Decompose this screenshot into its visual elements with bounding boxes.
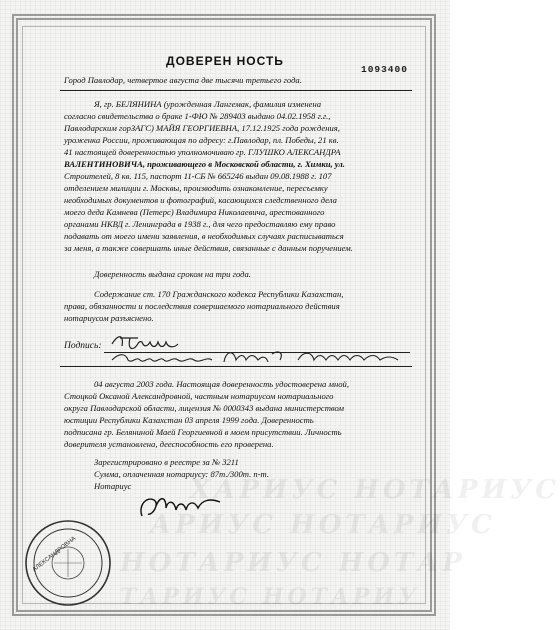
notary-signature bbox=[136, 486, 226, 526]
body-line: моего деда Камнева (Петерс) Владимира Николаевича, арестованного bbox=[64, 207, 325, 217]
notary-line: юстиции Республики Казахстан 03 апреля 1999 года. Доверенность bbox=[64, 415, 314, 425]
notary-line: доверителя установлена, дееспособность его проверена. bbox=[64, 439, 274, 449]
notary-line: подписана гр. Беляниной Маей Георгиевной в моем присутствии. Личность bbox=[64, 427, 342, 437]
body-line: подавать от моего имени заявления, в необходимых случаях расписываться bbox=[64, 231, 344, 241]
body-line: 41 настоящей доверенностью уполномочиваю гр. ГЛУШКО АЛЕКСАНДРА bbox=[64, 147, 341, 157]
body-line: органами НКВД г. Ленинграда в 1938 г., для чего предоставляю ему право bbox=[64, 219, 336, 229]
validity-line: Доверенность выдана сроком на три года. bbox=[94, 269, 251, 279]
registry-line: Зарегистрировано в реестре за № 3211 bbox=[94, 457, 239, 467]
serial-number: 1093400 bbox=[361, 64, 408, 75]
watermark-line: АРИУС НОТАРИУС bbox=[150, 510, 496, 540]
watermark-line: ХАРИУС НОТАРИУС bbox=[190, 475, 560, 505]
stamp-text: АЛЕКСАНДРОВНА bbox=[31, 535, 78, 574]
client-signature bbox=[108, 326, 408, 370]
body-line: уроженка России, проживающая по адресу: г.Павлодар, пл. Победы, 21 кв. bbox=[64, 135, 339, 145]
city-date-line: Город Павлодар, четвертое августа две тысячи третьего года. bbox=[64, 75, 302, 85]
watermark-line: ТАРИУС НОТАРИУ bbox=[120, 584, 421, 610]
notary-line: 04 августа 2003 года. Настоящая доверенность удостоверена мной, bbox=[94, 379, 349, 389]
notary-stamp bbox=[24, 519, 112, 607]
body-line: Строителей, 8 кв. 115, паспорт 11-СБ № 665246 выдан 09.08.1988 г. 107 bbox=[64, 171, 332, 181]
body-line: за меня, а также совершать иные действия, связанные с данным поручением. bbox=[64, 243, 353, 253]
fee-line: Сумма, оплаченная нотариусу: 87т./300т. п-т. bbox=[94, 469, 270, 479]
body-line: ВАЛЕНТИНОВИЧА, проживающего в Московской области, г. Химки, ул. bbox=[64, 159, 345, 169]
body-line: отделением милиции г. Москвы, производить ознакомление, пересъемку bbox=[64, 183, 328, 193]
notary-line: округа Павлодарской области, лицензия № 0000343 выдана министерством bbox=[64, 403, 344, 413]
document-title: ДОВЕРЕН НОСТЬ bbox=[166, 54, 284, 68]
watermark-line: НОТАРИУС НОТАР bbox=[120, 548, 466, 578]
header-divider bbox=[60, 90, 412, 91]
body-line: Павлодарским горЗАГС) МАЙЯ ГЕОРГИЕВНА, 17.12.1925 года рождения, bbox=[64, 123, 340, 133]
signature-label: Подпись: bbox=[64, 341, 102, 351]
body-line: нотариусом разъяснено. bbox=[64, 313, 154, 323]
body-line: Содержание ст. 170 Гражданского кодекса Республики Казахстан, bbox=[94, 289, 344, 299]
body-line: Я, гр. БЕЛЯНИНА (урожденная Лангемак, фамилия изменена bbox=[94, 99, 322, 109]
body-line: права, обязанности и последствия совершаемого нотариального действия bbox=[64, 301, 340, 311]
body-line: необходимых документов и фотографий, касающихся следственного дела bbox=[64, 195, 337, 205]
notary-label: Нотариус bbox=[94, 481, 132, 491]
notary-line: Стоцкой Оксаной Александровной, частным нотариусом нотариального bbox=[64, 391, 334, 401]
body-line: согласно свидетельства о браке 1-ФЮ № 289403 выдано 04.02.1958 г.г., bbox=[64, 111, 331, 121]
